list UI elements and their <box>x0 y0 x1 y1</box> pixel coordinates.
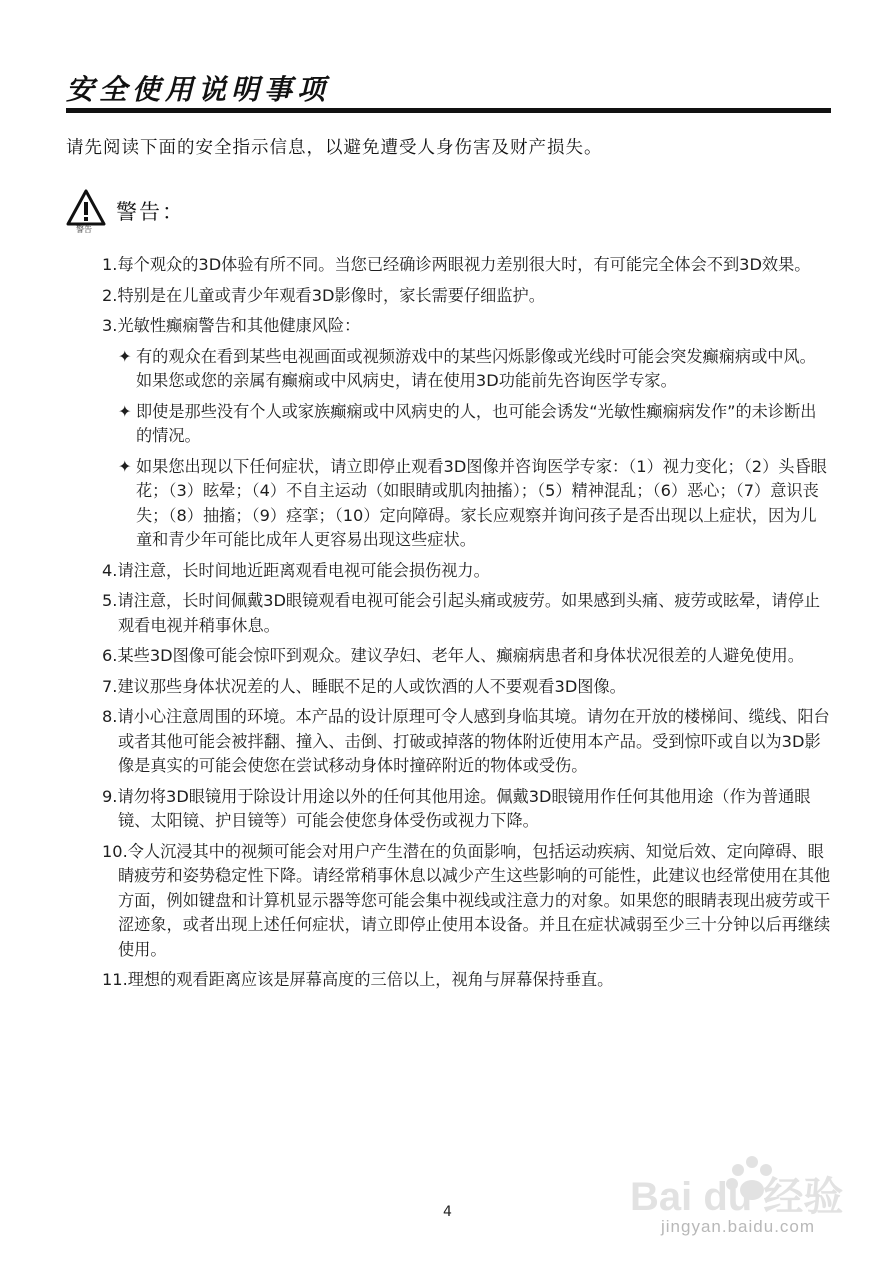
bullet-icon: ✦ <box>118 346 132 366</box>
bullet-icon: ✦ <box>118 401 132 421</box>
sub-list-item: ✦ 即使是那些没有个人或家族癫痫或中风病史的人，也可能会诱发“光敏性癫痫病发作”的未诊断出的情况。 <box>118 401 817 445</box>
sub-list-item: ✦ 有的观众在看到某些电视画面或视频游戏中的某些闪烁影像或光线时可能会突发癫痫病或中风。如果您或您的亲属有癫痫或中风病史，请在使用3D功能前先咨询医学专家。 <box>118 346 816 390</box>
list-item: 6.某些3D图像可能会惊吓到观众。建议孕妇、老年人、癫痫病患者和身体状况很差的人避免使用。 <box>102 646 804 665</box>
warning-list <box>102 253 832 999</box>
watermark-url: jingyan.baidu.com <box>661 1217 816 1236</box>
list-item: 2.特别是在儿童或青少年观看3D影像时，家长需要仔细监护。 <box>102 285 545 305</box>
page-title: 安全使用说明事项 <box>66 73 331 106</box>
title-rule <box>66 108 831 113</box>
intro-text: 请先阅读下面的安全指示信息，以避免遭受人身伤害及财产损失。 <box>66 138 603 158</box>
warning-icon <box>66 188 106 228</box>
bullet-icon: ✦ <box>118 456 132 476</box>
list-item: 10.令人沉浸其中的视频可能会对用户产生潜在的负面影响，包括运动疾病、知觉后效、定向障碍、眼睛疲劳和姿势稳定性下降。请经常稍事休息以减少产生这些影响的可能性，此建议也经常使用在其他方面，例如键盘和计算机显示器等您可能会集中视线或注意力的对象。如果您的眼睛表现出疲劳或干涩迹象，或者出现上述任何症状，请立即停止使用本设备。并且在症状减弱至少三十分钟以后再继续使用。 <box>102 841 831 959</box>
list-item: 8.请小心注意周围的环境。本产品的设计原理可令人感到身临其境。请勿在开放的楼梯间、缆线、阳台或者其他可能会被拌翻、撞入、击倒、打破或掉落的物体附近使用本产品。受到惊吓或自以为3D影像是真实的可能会使您在尝试移动身体时撞碎附近的物体或受伤。 <box>102 707 830 775</box>
list-item: 3.光敏性癫痫警告和其他健康风险： <box>102 316 361 335</box>
list-item: 9.请勿将3D眼镜用于除设计用途以外的任何其他用途。佩戴3D眼镜用作任何其他用途（作为普通眼镜、太阳镜、护目镜等）可能会使您身体受伤或视力下降。 <box>102 786 811 830</box>
list-item: 5.请注意，长时间佩戴3D眼镜观看电视可能会引起头痛或疲劳。如果感到头痛、疲劳或眩晕，请停止观看电视并稍事休息。 <box>102 591 821 635</box>
warning-icon-caption: 警告 <box>76 225 92 234</box>
page-number: 4 <box>443 1204 452 1220</box>
list-item: 11.理想的观看距离应该是屏幕高度的三倍以上，视角与屏幕保持垂直。 <box>102 970 614 989</box>
list-item: 7.建议那些身体状况差的人、睡眠不足的人或饮酒的人不要观看3D图像。 <box>102 676 626 696</box>
list-item: 4.请注意，长时间地近距离观看电视可能会损伤视力。 <box>102 560 490 580</box>
list-item: 1.每个观众的3D体验有所不同。当您已经确诊两眼视力差别很大时，有可能完全体会不到3D效果。 <box>102 255 811 274</box>
warning-heading: 警告： <box>116 200 185 224</box>
sub-list-item: ✦ 如果您出现以下任何症状，请立即停止观看3D图像并咨询医学专家：（1）视力变化；（2）头昏眼花；（3）眩晕；（4）不自主运动（如眼睛或肌肉抽搐）；（5）精神混乱；（6）恶心；（7）意识丧失；（8）抽搐；（9）痉挛；（10）定向障碍。家长应观察并询问孩子是否出现以上症状，因为儿童和青少年可能比成年人更容易出现这些症状。 <box>118 456 827 549</box>
watermark-logo-text: Bai du 经验 <box>630 1175 844 1219</box>
